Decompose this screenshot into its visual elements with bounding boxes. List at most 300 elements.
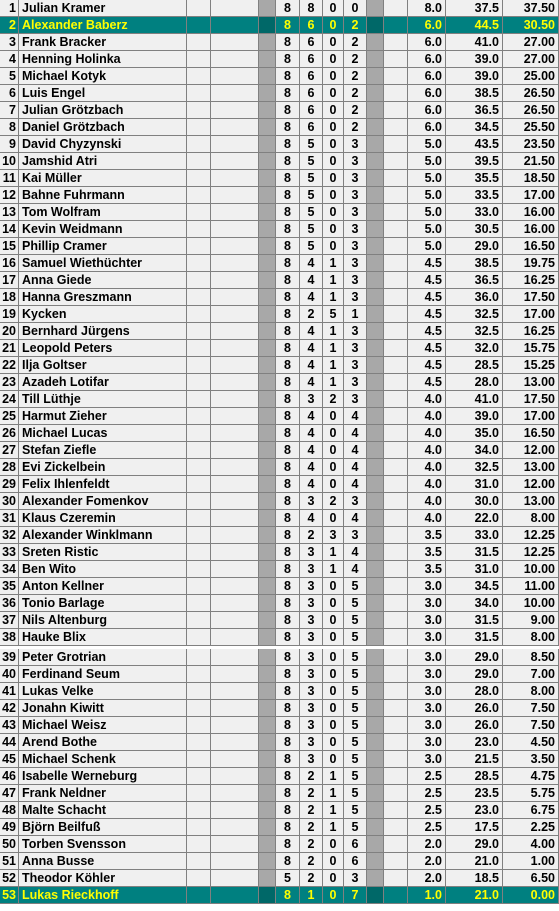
losses-cell: 3 [344,221,367,238]
sonneborn-berger-cell: 16.50 [503,238,559,255]
table-row[interactable] [0,51,559,68]
separator-cell [259,887,276,904]
table-row[interactable] [0,425,559,442]
rank-cell: 37 [0,612,19,629]
player-name-cell: Felix Ihlenfeldt [19,476,187,493]
rank-cell: 41 [0,683,19,700]
table-row[interactable] [0,819,559,836]
empty-cell [384,170,408,187]
empty-cell [187,221,211,238]
table-row[interactable] [0,836,559,853]
sonneborn-berger-cell: 27.00 [503,34,559,51]
table-row[interactable] [0,717,559,734]
losses-cell: 4 [344,561,367,578]
buchholz-cell: 18.5 [446,870,503,887]
separator-cell [367,751,384,768]
player-name-cell: Henning Holinka [19,51,187,68]
empty-cell [187,734,211,751]
rank-cell: 48 [0,802,19,819]
separator-cell [367,136,384,153]
rank-cell: 27 [0,442,19,459]
table-row[interactable] [0,476,559,493]
points-cell: 1.0 [408,887,446,904]
rank-cell: 9 [0,136,19,153]
rank-cell: 20 [0,323,19,340]
losses-cell: 5 [344,734,367,751]
rank-cell: 46 [0,768,19,785]
table-row[interactable] [0,700,559,717]
separator-cell [367,700,384,717]
losses-cell: 3 [344,870,367,887]
table-row[interactable] [0,561,559,578]
empty-cell [384,751,408,768]
empty-cell [187,887,211,904]
empty-cell [384,768,408,785]
player-name-cell: Julian Grötzbach [19,102,187,119]
separator-cell [259,700,276,717]
draws-cell: 1 [323,785,344,802]
wins-cell: 2 [300,819,323,836]
table-row[interactable] [0,391,559,408]
player-name-cell: Lukas Rieckhoff [19,887,187,904]
separator-cell [367,853,384,870]
sonneborn-berger-cell: 4.00 [503,836,559,853]
sonneborn-berger-cell: 13.00 [503,493,559,510]
empty-cell [211,819,259,836]
table-row[interactable] [0,510,559,527]
separator-cell [367,204,384,221]
draws-cell: 0 [323,170,344,187]
games-cell: 8 [276,510,300,527]
empty-cell [384,136,408,153]
wins-cell: 8 [300,0,323,17]
empty-cell [211,768,259,785]
table-row[interactable] [0,17,559,34]
points-cell: 3.0 [408,683,446,700]
table-row[interactable] [0,751,559,768]
empty-cell [384,700,408,717]
buchholz-cell: 31.0 [446,476,503,493]
sonneborn-berger-cell: 8.50 [503,649,559,666]
table-row[interactable] [0,870,559,887]
empty-cell [187,323,211,340]
sonneborn-berger-cell: 19.75 [503,255,559,272]
player-name-cell: Malte Schacht [19,802,187,819]
separator-cell [367,51,384,68]
separator-cell [367,544,384,561]
player-name-cell: Anna Giede [19,272,187,289]
games-cell: 8 [276,734,300,751]
table-row[interactable] [0,34,559,51]
draws-cell: 0 [323,666,344,683]
player-name-cell: Klaus Czeremin [19,510,187,527]
empty-cell [211,853,259,870]
empty-cell [187,357,211,374]
wins-cell: 3 [300,683,323,700]
empty-cell [211,544,259,561]
separator-cell [259,0,276,17]
table-row[interactable] [0,527,559,544]
wins-cell: 6 [300,17,323,34]
empty-cell [384,442,408,459]
rank-cell: 31 [0,510,19,527]
separator-cell [367,887,384,904]
buchholz-cell: 39.0 [446,51,503,68]
table-row[interactable] [0,340,559,357]
empty-cell [211,0,259,17]
losses-cell: 4 [344,425,367,442]
rank-cell: 10 [0,153,19,170]
games-cell: 8 [276,629,300,646]
points-cell: 2.5 [408,819,446,836]
wins-cell: 3 [300,493,323,510]
points-cell: 2.0 [408,853,446,870]
empty-cell [384,527,408,544]
player-name-cell: Kycken [19,306,187,323]
games-cell: 8 [276,612,300,629]
buchholz-cell: 36.5 [446,102,503,119]
player-name-cell: Michael Schenk [19,751,187,768]
rank-cell: 3 [0,34,19,51]
empty-cell [187,649,211,666]
games-cell: 8 [276,357,300,374]
player-name-cell: Tom Wolfram [19,204,187,221]
empty-cell [211,442,259,459]
sonneborn-berger-cell: 17.50 [503,391,559,408]
empty-cell [384,544,408,561]
wins-cell: 3 [300,544,323,561]
separator-cell [259,666,276,683]
empty-cell [384,595,408,612]
buchholz-cell: 32.5 [446,323,503,340]
table-row[interactable] [0,187,559,204]
table-row[interactable] [0,374,559,391]
table-row[interactable] [0,102,559,119]
separator-cell [259,578,276,595]
table-row[interactable] [0,68,559,85]
table-row[interactable] [0,595,559,612]
empty-cell [211,306,259,323]
buchholz-cell: 34.5 [446,578,503,595]
sonneborn-berger-cell: 17.00 [503,408,559,425]
empty-cell [384,802,408,819]
player-name-cell: Evi Zickelbein [19,459,187,476]
table-row[interactable] [0,85,559,102]
empty-cell [384,255,408,272]
points-cell: 3.0 [408,666,446,683]
empty-cell [211,136,259,153]
empty-cell [187,187,211,204]
empty-cell [211,153,259,170]
losses-cell: 4 [344,544,367,561]
buchholz-cell: 28.0 [446,683,503,700]
empty-cell [187,459,211,476]
games-cell: 8 [276,374,300,391]
table-row[interactable] [0,323,559,340]
separator-cell [367,0,384,17]
points-cell: 4.5 [408,289,446,306]
table-row[interactable] [0,649,559,666]
losses-cell: 3 [344,170,367,187]
empty-cell [211,51,259,68]
buchholz-cell: 33.5 [446,187,503,204]
points-cell: 2.0 [408,870,446,887]
wins-cell: 3 [300,595,323,612]
player-name-cell: Harmut Zieher [19,408,187,425]
separator-cell [259,119,276,136]
table-row[interactable] [0,612,559,629]
wins-cell: 4 [300,408,323,425]
buchholz-cell: 37.5 [446,0,503,17]
games-cell: 8 [276,717,300,734]
draws-cell: 0 [323,578,344,595]
games-cell: 8 [276,272,300,289]
empty-cell [187,340,211,357]
table-row[interactable] [0,578,559,595]
empty-cell [384,853,408,870]
losses-cell: 5 [344,802,367,819]
points-cell: 4.5 [408,374,446,391]
separator-cell [367,102,384,119]
table-row[interactable] [0,119,559,136]
games-cell: 8 [276,340,300,357]
empty-cell [187,768,211,785]
table-row[interactable] [0,683,559,700]
games-cell: 8 [276,170,300,187]
rank-cell: 40 [0,666,19,683]
wins-cell: 6 [300,51,323,68]
draws-cell: 0 [323,34,344,51]
separator-cell [259,561,276,578]
empty-cell [384,819,408,836]
table-row[interactable] [0,887,559,904]
wins-cell: 3 [300,561,323,578]
buchholz-cell: 43.5 [446,136,503,153]
draws-cell: 1 [323,323,344,340]
empty-cell [384,85,408,102]
games-cell: 8 [276,649,300,666]
table-row[interactable] [0,357,559,374]
separator-cell [367,666,384,683]
draws-cell: 0 [323,683,344,700]
points-cell: 4.0 [408,459,446,476]
losses-cell: 5 [344,629,367,646]
table-row[interactable] [0,170,559,187]
separator-cell [259,408,276,425]
points-cell: 3.0 [408,578,446,595]
draws-cell: 0 [323,629,344,646]
rank-cell: 52 [0,870,19,887]
separator-cell [367,683,384,700]
table-row[interactable] [0,136,559,153]
buchholz-cell: 32.5 [446,306,503,323]
table-row[interactable] [0,408,559,425]
wins-cell: 4 [300,510,323,527]
table-row[interactable] [0,666,559,683]
separator-cell [367,68,384,85]
buchholz-cell: 32.0 [446,340,503,357]
draws-cell: 0 [323,153,344,170]
separator-cell [367,272,384,289]
player-name-cell: Stefan Ziefle [19,442,187,459]
draws-cell: 1 [323,374,344,391]
buchholz-cell: 21.0 [446,853,503,870]
table-row[interactable] [0,442,559,459]
games-cell: 8 [276,204,300,221]
empty-cell [187,272,211,289]
points-cell: 3.5 [408,527,446,544]
table-row[interactable] [0,0,559,17]
table-row[interactable] [0,629,559,646]
points-cell: 6.0 [408,17,446,34]
empty-cell [187,853,211,870]
separator-cell [259,595,276,612]
rank-cell: 21 [0,340,19,357]
games-cell: 8 [276,17,300,34]
separator-cell [367,391,384,408]
empty-cell [384,51,408,68]
separator-cell [367,255,384,272]
table-row[interactable] [0,768,559,785]
draws-cell: 0 [323,853,344,870]
separator-cell [259,751,276,768]
empty-cell [211,887,259,904]
draws-cell: 0 [323,408,344,425]
table-row[interactable] [0,221,559,238]
empty-cell [211,357,259,374]
table-row[interactable] [0,459,559,476]
separator-cell [367,493,384,510]
separator-cell [367,734,384,751]
player-name-cell: Frank Bracker [19,34,187,51]
points-cell: 4.5 [408,357,446,374]
buchholz-cell: 39.0 [446,68,503,85]
empty-cell [384,408,408,425]
losses-cell: 5 [344,612,367,629]
table-row[interactable] [0,255,559,272]
table-row[interactable] [0,238,559,255]
table-row[interactable] [0,289,559,306]
losses-cell: 5 [344,700,367,717]
losses-cell: 5 [344,666,367,683]
points-cell: 4.5 [408,255,446,272]
table-row[interactable] [0,734,559,751]
empty-cell [384,340,408,357]
separator-cell [367,153,384,170]
table-row[interactable] [0,802,559,819]
points-cell: 5.0 [408,153,446,170]
buchholz-cell: 36.0 [446,289,503,306]
player-name-cell: Bahne Fuhrmann [19,187,187,204]
points-cell: 4.0 [408,442,446,459]
losses-cell: 4 [344,442,367,459]
table-row[interactable] [0,853,559,870]
losses-cell: 5 [344,785,367,802]
empty-cell [384,374,408,391]
empty-cell [211,187,259,204]
empty-cell [187,17,211,34]
empty-cell [211,323,259,340]
wins-cell: 4 [300,272,323,289]
table-row[interactable] [0,153,559,170]
sonneborn-berger-cell: 21.50 [503,153,559,170]
points-cell: 3.0 [408,734,446,751]
table-row[interactable] [0,204,559,221]
sonneborn-berger-cell: 10.00 [503,595,559,612]
sonneborn-berger-cell: 16.00 [503,204,559,221]
table-row[interactable] [0,306,559,323]
rank-cell: 47 [0,785,19,802]
points-cell: 5.0 [408,136,446,153]
sonneborn-berger-cell: 7.50 [503,717,559,734]
draws-cell: 0 [323,459,344,476]
losses-cell: 1 [344,306,367,323]
wins-cell: 3 [300,717,323,734]
draws-cell: 1 [323,768,344,785]
games-cell: 8 [276,425,300,442]
points-cell: 4.0 [408,493,446,510]
player-name-cell: Leopold Peters [19,340,187,357]
wins-cell: 4 [300,323,323,340]
losses-cell: 3 [344,153,367,170]
games-cell: 8 [276,527,300,544]
rank-cell: 39 [0,649,19,666]
table-row[interactable] [0,785,559,802]
rank-cell: 8 [0,119,19,136]
empty-cell [187,85,211,102]
losses-cell: 5 [344,819,367,836]
draws-cell: 1 [323,544,344,561]
table-row[interactable] [0,493,559,510]
rank-cell: 38 [0,629,19,646]
empty-cell [187,629,211,646]
separator-cell [259,493,276,510]
empty-cell [187,153,211,170]
rank-cell: 36 [0,595,19,612]
sonneborn-berger-cell: 5.75 [503,785,559,802]
buchholz-cell: 31.5 [446,629,503,646]
empty-cell [211,527,259,544]
draws-cell: 0 [323,187,344,204]
table-row[interactable] [0,544,559,561]
rank-cell: 35 [0,578,19,595]
sonneborn-berger-cell: 27.00 [503,51,559,68]
separator-cell [367,476,384,493]
wins-cell: 6 [300,68,323,85]
games-cell: 8 [276,595,300,612]
player-name-cell: Bernhard Jürgens [19,323,187,340]
table-row[interactable] [0,272,559,289]
points-cell: 3.5 [408,561,446,578]
rank-cell: 49 [0,819,19,836]
player-name-cell: Julian Kramer [19,0,187,17]
sonneborn-berger-cell: 10.00 [503,561,559,578]
separator-cell [367,221,384,238]
draws-cell: 2 [323,391,344,408]
player-name-cell: Lukas Velke [19,683,187,700]
separator-cell [367,819,384,836]
rank-cell: 51 [0,853,19,870]
empty-cell [384,629,408,646]
draws-cell: 0 [323,85,344,102]
buchholz-cell: 38.5 [446,255,503,272]
sonneborn-berger-cell: 6.50 [503,870,559,887]
wins-cell: 3 [300,578,323,595]
sonneborn-berger-cell: 4.50 [503,734,559,751]
points-cell: 3.5 [408,544,446,561]
sonneborn-berger-cell: 23.50 [503,136,559,153]
losses-cell: 2 [344,17,367,34]
